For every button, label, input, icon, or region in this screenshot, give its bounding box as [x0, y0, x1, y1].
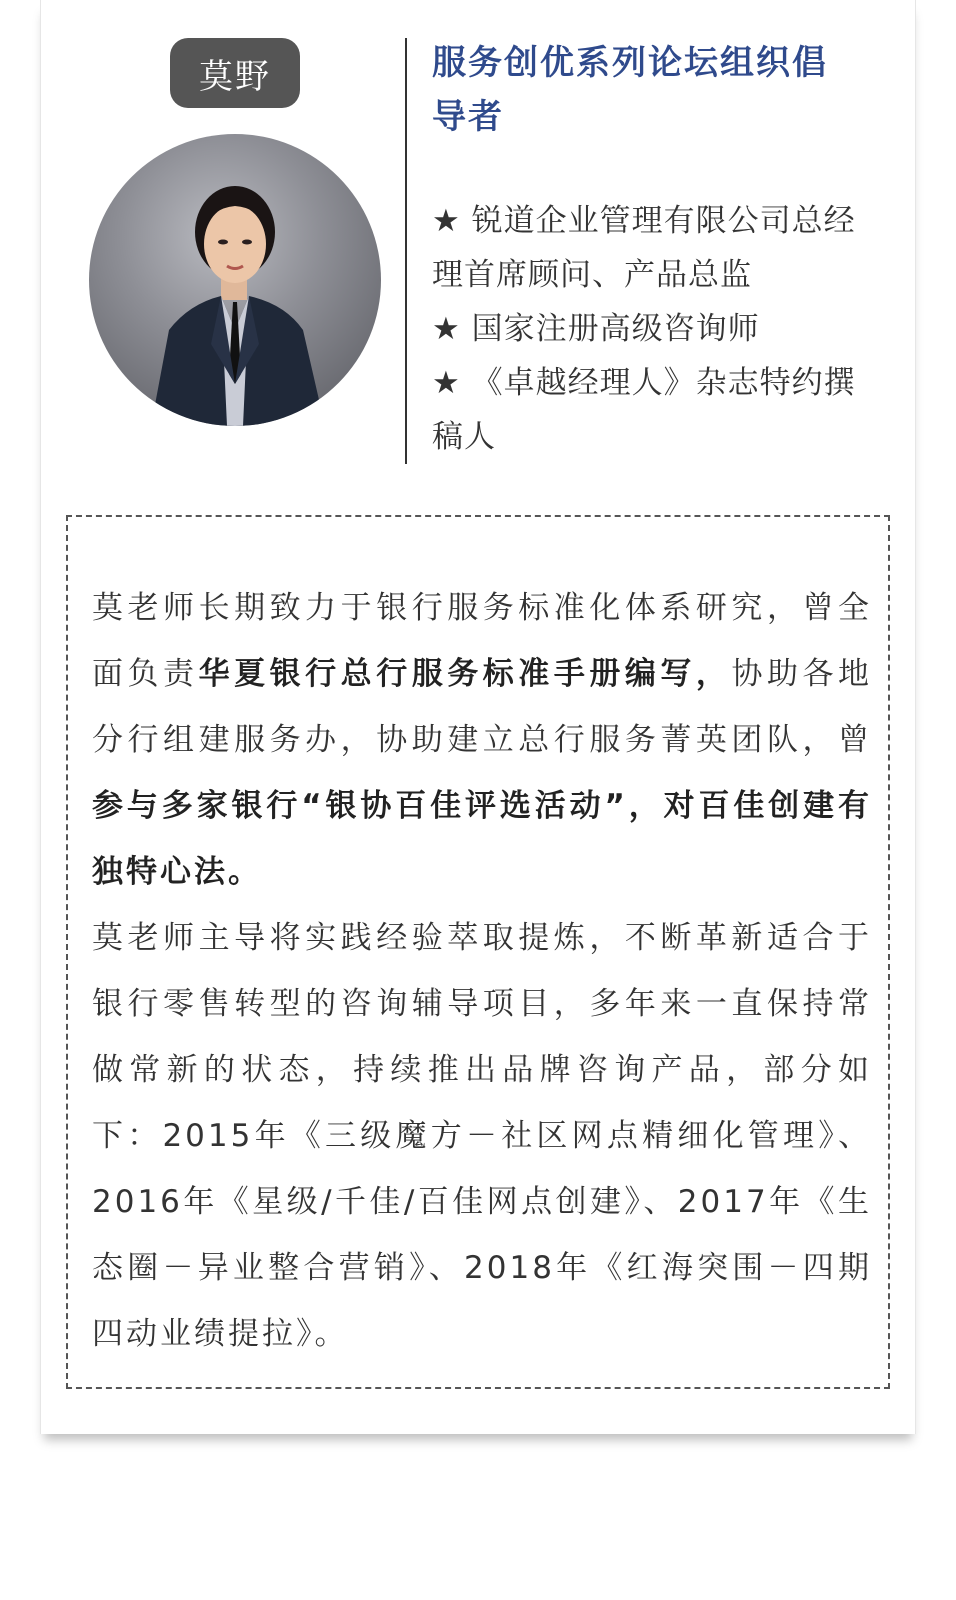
bio-sentence: 莫老师长期致力于银行服务标准化体系研究，曾全面负责 — [92, 590, 872, 692]
bio-paragraph: 莫老师主导将实践经验萃取提炼，不断革新适合于银行零售转型的咨询辅导项目，多年来一直保持常做常新的状态，持续推出品牌咨询产品，部分如下：2015年《三级魔方－社区网点精细化管理》、2016年《星级/千佳/百佳网点创建》、2017年《生态圈－异业整合营销》、2018年《红海突围－四期四动业绩提拉》。 — [92, 920, 872, 1352]
credential-item: ★ 锐道企业管理有限公司总经理首席顾问、产品总监 — [432, 203, 856, 293]
bio-highlight: 华夏银行总行服务标准手册编写， — [198, 656, 732, 692]
profile-title: 服务创优系列论坛组织倡导者 — [432, 43, 828, 137]
credentials-list — [432, 194, 872, 464]
credential-item: ★ 《卓越经理人》杂志特约撰稿人 — [432, 365, 856, 455]
name-badge: 莫野 — [170, 38, 300, 108]
divider-line — [405, 38, 407, 464]
bio-sentence: 协助各地分行组建服务办，协助建立总行服务菁英团队，曾 — [92, 656, 873, 758]
bio-text — [92, 575, 872, 1367]
bio-highlight: 参与多家银行“银协百佳评选活动”，对百佳创建有独特心法。 — [92, 788, 872, 890]
avatar — [89, 134, 381, 426]
credential-item: ★ 国家注册高级咨询师 — [432, 311, 760, 347]
avatar-portrait — [89, 134, 381, 426]
